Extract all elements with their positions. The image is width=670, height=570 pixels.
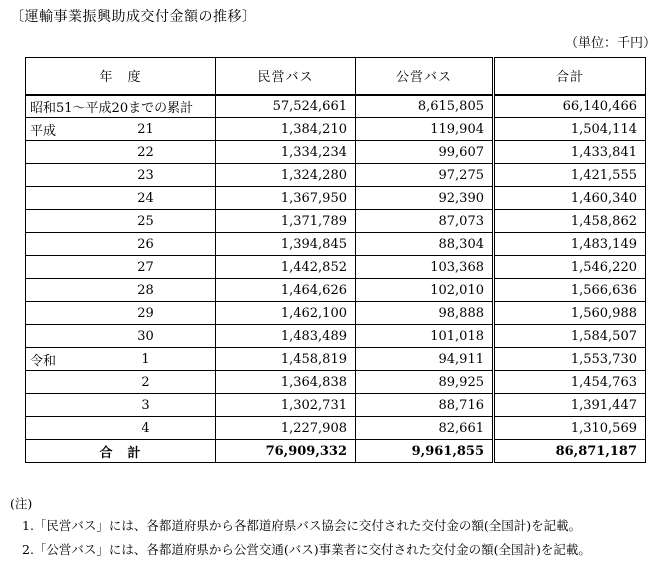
- table-row: [26, 210, 646, 233]
- table-row: [26, 233, 646, 256]
- table-row: [26, 95, 646, 118]
- private-bus-value: 1,367,950: [216, 187, 356, 210]
- year-cell-wrap: [26, 398, 215, 413]
- total-value: 1,421,555: [494, 164, 646, 187]
- table-row: [26, 279, 646, 302]
- year-cell: [26, 118, 216, 141]
- private-bus-value: 1,334,234: [216, 141, 356, 164]
- table-row: [26, 348, 646, 371]
- total-value: 1,546,220: [494, 256, 646, 279]
- private-bus-value: 1,364,838: [216, 371, 356, 394]
- header-public-bus: 公営バス: [356, 58, 494, 95]
- notes-list: [10, 514, 591, 562]
- total-value: 1,483,149: [494, 233, 646, 256]
- year-cell: 昭和51～平成20までの累計: [26, 95, 216, 118]
- year-cell-wrap: [26, 350, 215, 369]
- year-label: 30: [137, 328, 154, 344]
- private-bus-value: 1,464,626: [216, 279, 356, 302]
- year-label: 22: [137, 144, 154, 160]
- year-label: 1: [141, 351, 150, 367]
- table-row: [26, 325, 646, 348]
- public-bus-value: 87,073: [356, 210, 494, 233]
- notes: [10, 494, 591, 562]
- table-row: [26, 371, 646, 394]
- year-label: 28: [137, 282, 154, 298]
- total-value: 1,460,340: [494, 187, 646, 210]
- era-label: 令和: [30, 353, 57, 369]
- year-cell: [26, 141, 216, 164]
- private-bus-value: 1,384,210: [216, 118, 356, 141]
- table-row: [26, 118, 646, 141]
- year-cell-wrap: [26, 168, 215, 183]
- year-cell: [26, 279, 216, 302]
- total-value: 1,553,730: [494, 348, 646, 371]
- table-row: [26, 302, 646, 325]
- unit-label: （単位：千円）: [564, 36, 656, 51]
- table-row: [26, 256, 646, 279]
- year-label: 3: [141, 397, 150, 413]
- year-cell: [26, 394, 216, 417]
- public-bus-value: 97,275: [356, 164, 494, 187]
- total-value: 1,560,988: [494, 302, 646, 325]
- total-value: 1,454,763: [494, 371, 646, 394]
- year-label: 25: [137, 213, 154, 229]
- public-bus-value: 98,888: [356, 302, 494, 325]
- private-bus-value: 1,458,819: [216, 348, 356, 371]
- private-bus-value: 57,524,661: [216, 95, 356, 118]
- note-item: 1.「民営バス」には、各都道府県から各都道府県バス協会に交付された交付金の額(全国計)を記載。: [22, 518, 582, 533]
- total-value: 1,310,569: [494, 417, 646, 440]
- total-value: 1,584,507: [494, 325, 646, 348]
- public-bus-value: 82,661: [356, 417, 494, 440]
- header-year: 年 度: [26, 58, 216, 95]
- public-bus-value: 89,925: [356, 371, 494, 394]
- subsidy-table: [25, 57, 646, 463]
- table-row: [26, 394, 646, 417]
- private-bus-value: 1,462,100: [216, 302, 356, 325]
- private-bus-value: 1,394,845: [216, 233, 356, 256]
- header-row: [26, 58, 646, 95]
- notes-heading: (注): [10, 496, 33, 511]
- total-value: 86,871,187: [494, 440, 646, 463]
- private-bus-value: 1,302,731: [216, 394, 356, 417]
- year-label: 21: [137, 121, 154, 137]
- year-cell: [26, 164, 216, 187]
- table-row: [26, 417, 646, 440]
- year-cell-wrap: [26, 283, 215, 298]
- public-bus-value: 8,615,805: [356, 95, 494, 118]
- year-label: 24: [137, 190, 154, 206]
- year-cell: [26, 348, 216, 371]
- public-bus-value: 9,961,855: [356, 440, 494, 463]
- year-cell-wrap: [26, 375, 215, 390]
- era-label: 平成: [30, 123, 57, 139]
- year-label: 27: [137, 259, 154, 275]
- year-label: 2: [141, 374, 150, 390]
- year-cell: [26, 233, 216, 256]
- year-cell: [26, 325, 216, 348]
- year-cell-wrap: [26, 329, 215, 344]
- private-bus-value: 1,442,852: [216, 256, 356, 279]
- year-label: 4: [141, 420, 150, 436]
- public-bus-value: 119,904: [356, 118, 494, 141]
- total-value: 1,391,447: [494, 394, 646, 417]
- year-cell-wrap: [26, 191, 215, 206]
- year-cell: [26, 371, 216, 394]
- note-item: 2.「公営バス」には、各都道府県から公営交通(バス)事業者に交付された交付金の額(全国計)を記載。: [22, 542, 591, 557]
- total-value: 1,566,636: [494, 279, 646, 302]
- table-row: [26, 440, 646, 463]
- year-label: 23: [137, 167, 154, 183]
- year-cell-wrap: [26, 421, 215, 436]
- public-bus-value: 88,304: [356, 233, 494, 256]
- total-value: 1,458,862: [494, 210, 646, 233]
- year-cell: [26, 417, 216, 440]
- table-row: [26, 141, 646, 164]
- year-cell-wrap: [26, 260, 215, 275]
- year-label: 29: [137, 305, 154, 321]
- year-cell: [26, 256, 216, 279]
- header-total: 合計: [494, 58, 646, 95]
- public-bus-value: 94,911: [356, 348, 494, 371]
- public-bus-value: 92,390: [356, 187, 494, 210]
- public-bus-value: 102,010: [356, 279, 494, 302]
- year-cell: [26, 210, 216, 233]
- year-cell: [26, 187, 216, 210]
- private-bus-value: 1,227,908: [216, 417, 356, 440]
- year-cell: 合 計: [26, 440, 216, 463]
- header-private-bus: 民営バス: [216, 58, 356, 95]
- year-cell-wrap: [26, 120, 215, 139]
- year-cell: [26, 302, 216, 325]
- table-row: [26, 187, 646, 210]
- public-bus-value: 103,368: [356, 256, 494, 279]
- private-bus-value: 76,909,332: [216, 440, 356, 463]
- table-row: [26, 164, 646, 187]
- year-label: 26: [137, 236, 154, 252]
- year-cell-wrap: [26, 145, 215, 160]
- public-bus-value: 99,607: [356, 141, 494, 164]
- private-bus-value: 1,483,489: [216, 325, 356, 348]
- total-value: 1,504,114: [494, 118, 646, 141]
- total-value: 66,140,466: [494, 95, 646, 118]
- total-value: 1,433,841: [494, 141, 646, 164]
- page-title: 〔運輸事業振興助成交付金額の推移〕: [10, 9, 257, 25]
- year-cell-wrap: [26, 237, 215, 252]
- public-bus-value: 88,716: [356, 394, 494, 417]
- private-bus-value: 1,324,280: [216, 164, 356, 187]
- public-bus-value: 101,018: [356, 325, 494, 348]
- private-bus-value: 1,371,789: [216, 210, 356, 233]
- table-body: [26, 95, 646, 463]
- year-cell-wrap: [26, 214, 215, 229]
- year-cell-wrap: [26, 306, 215, 321]
